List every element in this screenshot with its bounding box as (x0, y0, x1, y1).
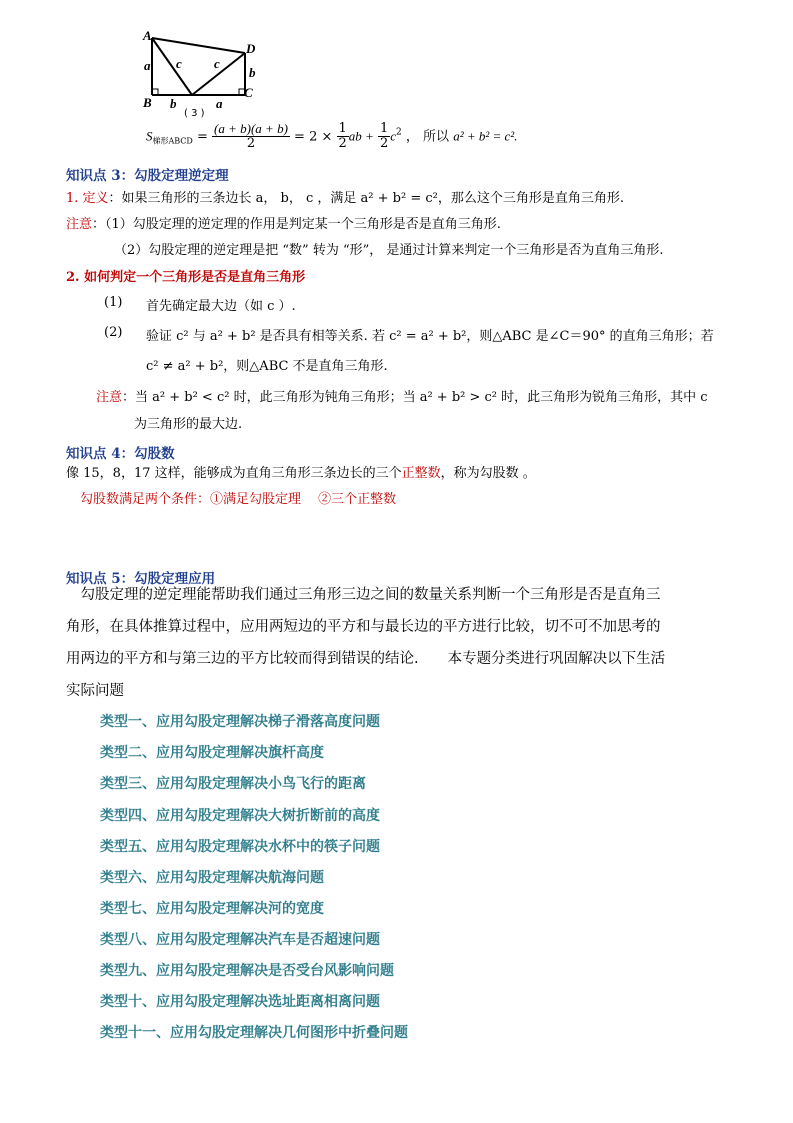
k3-step2-no: (2) (104, 325, 123, 340)
k3-note1-text: ：（1）勾股定理的逆定理的作用是判定某一个三角形是否是直角三角形. (92, 217, 501, 232)
side-a-bottom: a (216, 96, 223, 111)
k3-step2-b: c² ≠ a² + b²，则△ABC 不是直角三角形. (146, 359, 388, 374)
k3-how-heading: 2. 如何判定一个三角形是否是直角三角形 (66, 270, 306, 285)
formula-half-1: $\frac{1}{2}$ (338, 121, 347, 152)
side-c-right: c (214, 56, 220, 71)
type-item: 类型三、应用勾股定理解决小鸟飞行的距离 (100, 776, 366, 792)
k3-note3-b: 为三角形的最大边. (134, 417, 243, 432)
k5-heading: 知识点 5：勾股定理应用 (66, 571, 216, 587)
side-b-bottom: b (170, 96, 177, 111)
side-a-left: a (144, 58, 151, 73)
formula-den: 2 (246, 136, 256, 152)
k3-heading: 知识点 3：勾股定理逆定理 (66, 168, 229, 184)
trapezoid-figure (140, 28, 270, 120)
label-a: A (143, 28, 152, 43)
k5-line-3: 用两边的平方和与第三边的平方比较而得到错误的结论. 本专题分类进行巩固解决以下生活 (66, 651, 666, 667)
k4-heading: 知识点 4：勾股数 (66, 446, 175, 462)
type-item: 类型二、应用勾股定理解决旗杆高度 (100, 745, 324, 761)
type-item: 类型九、应用勾股定理解决是否受台风影响问题 (100, 963, 394, 979)
type-item: 类型一、应用勾股定理解决梯子滑落高度问题 (100, 714, 380, 730)
label-d: D (246, 41, 256, 56)
type-item: 类型十、应用勾股定理解决选址距离相离问题 (100, 994, 380, 1010)
label-c: C (244, 85, 253, 100)
formula-conclusion: a² + b² = c². (453, 128, 518, 144)
k3-note2: （2）勾股定理的逆定理是把 “数” 转为 “形”， 是通过计算来判定一个三角形是否为直角三角形. (114, 243, 664, 258)
label-b: B (143, 95, 152, 110)
formula-half-2: $\frac{1}{2}$ (379, 121, 389, 152)
k3-note1 (66, 213, 501, 232)
k4-conditions: 勾股数满足两个条件：①满足勾股定理 ②三个正整数 (80, 492, 397, 507)
k3-step1: 首先确定最大边（如 c ）. (146, 299, 296, 314)
type-item: 类型五、应用勾股定理解决水杯中的筷子问题 (100, 839, 380, 855)
k3-definition (66, 187, 624, 206)
formula-eq: = (196, 129, 208, 145)
side-c-left: c (176, 56, 182, 71)
formula-s-sub: 梯形ABCD (152, 136, 193, 146)
k3-def-label: 1. 定义 (66, 191, 109, 206)
k5-line-4: 实际问题 (66, 683, 124, 699)
formula-mid: = 2 × (294, 129, 333, 145)
k5-line-2: 角形，在具体推算过程中，应用两短边的平方和与最长边的平方进行比较，切不可不加思考的 (66, 619, 661, 635)
k3-def-text: ：如果三角形的三条边长 a， b， c ，满足 a² + b² = c²，那么这个三角形是直角三角形. (108, 191, 624, 206)
side-b-right: b (249, 65, 256, 80)
formula-ab: ab + (348, 128, 374, 144)
type-item: 类型四、应用勾股定理解决大树折断前的高度 (100, 808, 380, 824)
formula-fraction (212, 122, 290, 152)
area-formula: $S_{梯形ABCD}$ = $\frac{(a + b)(a + b)}{2}$ = 2 × $\frac{1}{2}$ ab + $\frac{1}{2}$ $c^2$ ， 所以 a² + b² = c². (146, 121, 518, 152)
type-item: 类型六、应用勾股定理解决航海问题 (100, 870, 324, 886)
k5-line-1: 勾股定理的逆定理能帮助我们通过三角形三边之间的数量关系判断一个三角形是否是直角三 (66, 587, 661, 603)
figure-caption: ( 3 ) (184, 108, 205, 119)
formula-c2: c (390, 128, 397, 144)
k3-note3-label: 注意 (96, 390, 123, 405)
formula-s: S (146, 128, 153, 144)
k3-note3-text: ：当 a² + b² < c² 时，此三角形为钝角三角形；当 a² + b² > c² 时，此三角形为锐角三角形，其中 c (122, 390, 708, 405)
k3-note3-a (96, 386, 708, 405)
k4-text-red: 正整数 (401, 466, 441, 481)
formula-so: ， 所以 (405, 129, 450, 145)
k4-text: 像 15，8，17 这样，能够成为直角三角形三条边长的三个正整数，称为勾股数 。 (66, 466, 536, 481)
type-item: 类型七、应用勾股定理解决河的宽度 (100, 901, 324, 917)
formula-num: (a + b)(a + b) (214, 121, 288, 136)
type-item: 类型十一、应用勾股定理解决几何图形中折叠问题 (100, 1025, 408, 1041)
k3-note-label: 注意 (66, 217, 93, 232)
k3-step1-no: (1) (104, 295, 123, 310)
type-item: 类型八、应用勾股定理解决汽车是否超速问题 (100, 932, 380, 948)
k3-step2-a: 验证 c² 与 a² + b² 是否具有相等关系. 若 c² = a² + b²，则△ABC 是∠C＝90° 的直角三角形；若 (146, 329, 714, 344)
